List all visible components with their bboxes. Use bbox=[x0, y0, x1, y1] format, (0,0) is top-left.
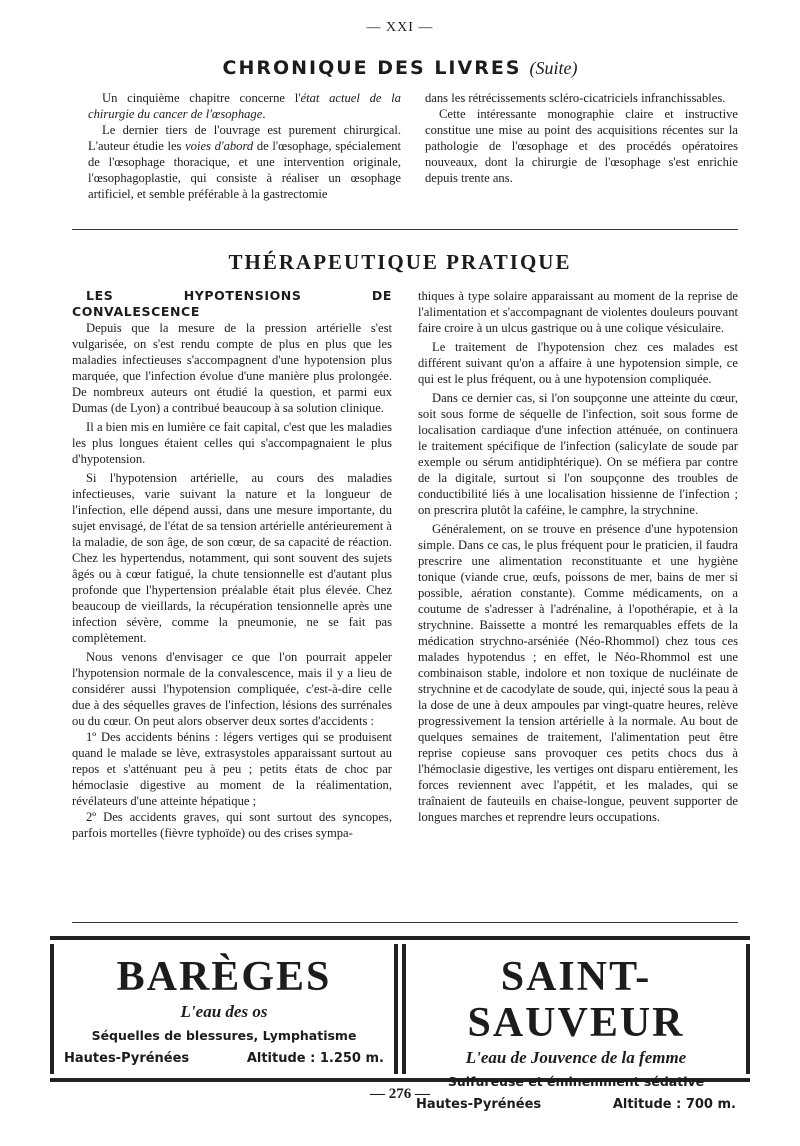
article-right-column bbox=[418, 288, 738, 841]
bareges-region: Hautes-Pyrénées bbox=[64, 1051, 190, 1066]
article-paragraph: Si l'hypotension artérielle, au cours des maladies infectieuses, varie suivant la nature et la longueur de l'infection, elle dépend aussi, dans une mesure importante, du sujet envisagé, de l'état de sa tension artérielle antérieurement à la maladie, de son âge, de son cœur, de sa capacité de réaction. Chez les hypertendus, notamment, qui sont souvent des sujets âgés ou à cœur fatigué, la chute tensionnelle est d'autant plus profonde que l'hypertension préalable était plus élevée. Chez beaucoup de vieillards, la récupération tensionnelle après une infection sévère, comme la pneumonie, ne se fait pas complètement. bbox=[72, 471, 392, 645]
saint-sauveur-name: SAINT-SAUVEUR bbox=[467, 954, 685, 1046]
therapeutique-title: THÉRAPEUTIQUE PRATIQUE bbox=[228, 250, 572, 274]
saint-sauveur-advert bbox=[402, 944, 750, 1112]
saint-sauveur-altitude: Altitude : 700 m. bbox=[612, 1097, 736, 1112]
chronique-suite: (Suite) bbox=[529, 58, 578, 78]
article-paragraph: Le traitement de l'hypotension chez ces malades est différent suivant qu'on a affaire à une hypotension simple, ce qui est le plus fréquent, ou à une hypotension compliquée. bbox=[418, 340, 738, 386]
chronique-heading bbox=[0, 57, 800, 79]
article-paragraph: Nous venons d'envisager ce que l'on pourrait appeler l'hypotension normale de la convalescence, mais il y a lieu de considérer aussi l'hypotension compliquée, c'est-à-dire celle due à des séquelles graves de l'infection, lésions des surrénales ou du cœur. On peut alors observer deux sortes d'accidents : bbox=[72, 650, 392, 728]
saint-sauveur-region: Hautes-Pyrénées bbox=[416, 1097, 542, 1112]
chronique-paragraph: Cette intéressante monographie claire et instructive constitue une mise au point des acquisitions récentes sur la pathologie de l'œsophage et des procédés opératoires nouveaux, dont la chirurgie de l'œsophage s'est enrichie depuis trente ans. bbox=[425, 107, 738, 185]
chronique-title: CHRONIQUE DES LIVRES bbox=[222, 57, 522, 79]
chronique-paragraph: Le dernier tiers de l'ouvrage est purement chirurgical. L'auteur étudie les voies d'abord de l'œsophage, spécialement de l'œsophage thoracique, et une intervention originale, l'œsophagoplastie, qui consiste à réaliser un œsophage artificiel, et semble préférable à la gastrectomie bbox=[88, 123, 401, 201]
chronique-columns bbox=[88, 90, 738, 202]
article-paragraph: 2º Des accidents graves, qui sont surtout des syncopes, parfois mortelles (fièvre typhoïde) ou des crises sympa- bbox=[72, 810, 392, 840]
article-paragraph: Il a bien mis en lumière ce fait capital, c'est que les maladies les plus longues étaient celles qui s'accompagnaient le plus d'hypotension. bbox=[72, 420, 392, 466]
chronique-paragraph: Un cinquième chapitre concerne l'état actuel de la chirurgie du cancer de l'œsophage. bbox=[88, 91, 401, 121]
article-columns bbox=[72, 288, 738, 841]
article-paragraph: Dans ce dernier cas, si l'on soupçonne une atteinte du cœur, soit sous forme de séquelle de l'infection, soit sous forme de localisation cardiaque d'une infection atténuée, on continuera le traitement spécifique de l'infection (salicylate de soude par exemple ou sérum antidiphtérique). On se méfiera par contre de la digitale, surtout si l'on soupçonne des troubles de conductibilité liés à une localisation hissienne de l'infection ; on prescrira plutôt la caféine, le camphre, la strychnine. bbox=[418, 391, 738, 517]
article-paragraph: Depuis que la mesure de la pression artérielle s'est vulgarisée, on s'est rendu compte de plus en plus que les maladies infectieuses s'accompagnent d'une hypotension plus marquée, que l'infection évolue d'une manière plus prolongée. De nombreux auteurs ont étudié la question, et parmi eux Dumas (de Lyon) a contribué beaucoup à sa solution clinique. bbox=[72, 321, 392, 415]
article-left-column bbox=[72, 288, 392, 841]
page-number: — 276 — bbox=[370, 1086, 430, 1102]
article-paragraph: Généralement, on se trouve en présence d'une hypotension simple. Dans ce cas, le plus fréquent pour le praticien, il faudra prescrire une alimentation reconstituante et une hygiène tonique (viande crue, œufs, poissons de mer, bains de mer si possible, aération constante). Comme médicaments, on a coutume de s'adresser à l'adrénaline, à l'opothérapie, et à la strychnine. Baissette a montré les remarquables effets de la médication strychno-arséniée (Néo-Rhommol) chez tous ces malades hypotendus ; en effet, le Néo-Rhommol est une combinaison stable, indolore et non toxique de nucléinate de strychnine et de cacodylate de soude, qui, injecté sous la peau à la dose de une à deux ampoules par vingt-quatre heures, relève progressivement la tension artérielle à la normale. Au bout de quelques semaines de traitement, l'alimentation peut être reprise copieuse sans provoquer ces petits chocs dus à l'hémoclasie digestive, les vertiges ont disparu entièrement, les forces reviennent avec l'appétit, et les malades, qui se traînaient de fauteuils en chaise-longue, peuvent supporter de longues marches et reprendre leurs occupations. bbox=[418, 522, 738, 824]
chronique-paragraph: dans les rétrécissements scléro-cicatriciels infranchissables. bbox=[425, 91, 726, 105]
roman-page-number: — XXI — bbox=[366, 20, 434, 35]
bareges-altitude: Altitude : 1.250 m. bbox=[246, 1051, 384, 1066]
article-paragraph: 1º Des accidents bénins : légers vertiges qui se produisent quand le malade se lève, extrasystoles apparaissant surtout au repos et s'atténuant peu à peu ; petits états de choc par hémoclasie digestive au moment de la réalimentation, révélateurs d'une atteinte hépatique ; bbox=[72, 730, 392, 808]
bareges-description: Séquelles de blessures, Lymphatisme bbox=[91, 1028, 357, 1043]
bareges-tagline: L'eau des os bbox=[180, 1002, 268, 1021]
bareges-advert bbox=[50, 944, 398, 1074]
chronique-right-column bbox=[425, 90, 738, 202]
section-divider bbox=[72, 229, 738, 230]
chronique-left-column bbox=[88, 90, 401, 202]
advert-divider bbox=[72, 922, 738, 923]
article-paragraph: thiques à type solaire apparaissant au moment de la reprise de l'alimentation et s'accompagnant de violentes douleurs pouvant faire croire à un ulcus gastrique ou à une colique vésiculaire. bbox=[418, 289, 738, 335]
bareges-name: BARÈGES bbox=[116, 954, 332, 1000]
section-title: LES HYPOTENSIONS DE CONVALESCENCE bbox=[72, 288, 392, 319]
saint-sauveur-description: Sulfureuse et éminemment sédative bbox=[447, 1074, 705, 1089]
saint-sauveur-tagline: L'eau de Jouvence de la femme bbox=[465, 1048, 687, 1067]
bareges-info-row bbox=[54, 1051, 394, 1066]
